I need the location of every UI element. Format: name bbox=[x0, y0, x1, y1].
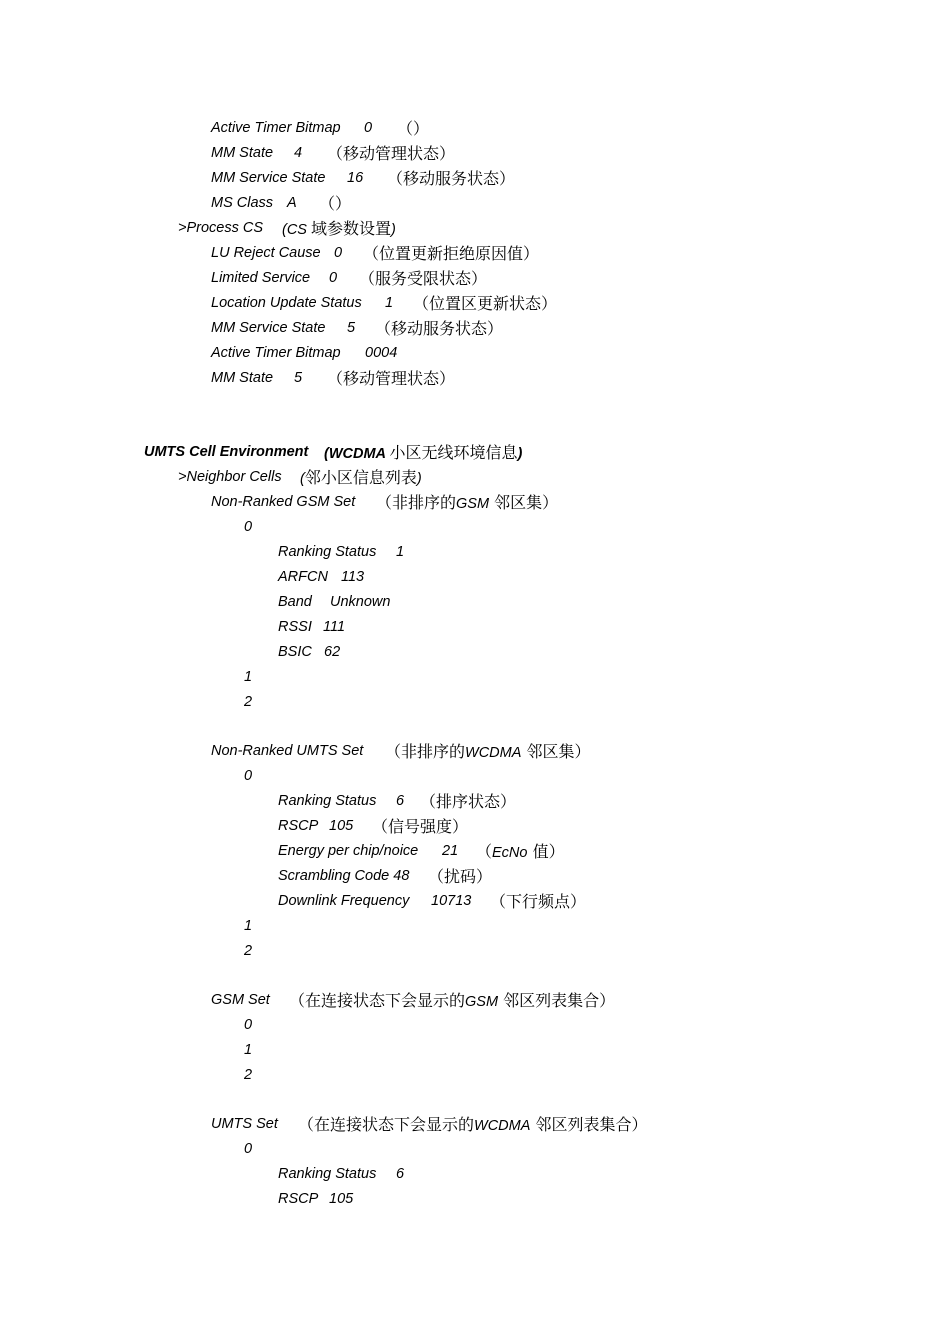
field-note: （位置区更新状态） bbox=[413, 294, 558, 313]
field-note: （扰码） bbox=[428, 867, 493, 886]
location-update-status-row bbox=[211, 291, 558, 316]
field-note: （移动服务状态） bbox=[375, 319, 504, 338]
section-label: >Process CS bbox=[178, 220, 264, 236]
arfcn-row bbox=[278, 565, 365, 590]
field-value: 105 bbox=[329, 1191, 354, 1207]
field-value: 62 bbox=[324, 644, 341, 660]
list-index: 0 bbox=[244, 1141, 253, 1157]
field-label: MS Class bbox=[211, 195, 274, 211]
field-label: Ranking Status bbox=[278, 793, 377, 809]
field-label: RSSI bbox=[278, 619, 312, 635]
field-label: RSCP bbox=[278, 1191, 319, 1207]
section-note: 域参数设置 bbox=[311, 219, 392, 238]
field-value: 10713 bbox=[431, 893, 472, 909]
field-value: 0 bbox=[329, 270, 338, 286]
field-value: 1 bbox=[396, 544, 405, 560]
field-note: （移动管理状态） bbox=[327, 144, 456, 163]
ecno-row bbox=[278, 839, 565, 864]
field-value: 0 bbox=[364, 120, 373, 136]
list-index: 1 bbox=[244, 669, 253, 685]
field-label: Band bbox=[278, 594, 312, 610]
field-value: 6 bbox=[396, 793, 405, 809]
set-note-tech: GSM bbox=[456, 496, 490, 512]
field-label: Ranking Status bbox=[278, 1166, 377, 1182]
limited-service-row bbox=[211, 266, 488, 291]
non-ranked-umts-set-heading bbox=[211, 739, 591, 764]
umts-set-heading bbox=[211, 1112, 648, 1137]
field-note: （移动服务状态） bbox=[387, 169, 516, 188]
field-label: ARFCN bbox=[278, 569, 328, 585]
mm-service-state-row-2 bbox=[211, 316, 504, 341]
section-note-open: ( bbox=[300, 471, 305, 487]
set-label: Non-Ranked GSM Set bbox=[211, 494, 356, 510]
field-note: （ bbox=[476, 842, 493, 861]
field-note-tail: 值） bbox=[527, 842, 565, 861]
set-label: UMTS Set bbox=[211, 1116, 278, 1132]
field-label: Downlink Frequency bbox=[278, 893, 410, 909]
field-label: Active Timer Bitmap bbox=[211, 345, 341, 361]
bsic-row bbox=[278, 640, 341, 665]
set-note-tech: GSM bbox=[465, 994, 499, 1010]
list-index: 1 bbox=[244, 918, 253, 934]
set-note: （非排序的 bbox=[376, 493, 457, 512]
section-note-close: ) bbox=[391, 222, 396, 238]
mm-active-timer-bitmap-row bbox=[211, 116, 430, 141]
section-note-open: (WCDMA bbox=[324, 446, 390, 462]
section-note: 邻小区信息列表 bbox=[304, 468, 417, 487]
field-value: Unknown bbox=[330, 594, 391, 610]
rscp-row bbox=[278, 814, 469, 839]
field-note: （信号强度） bbox=[372, 817, 469, 836]
downlink-frequency-row bbox=[278, 889, 587, 914]
section-label: >Neighbor Cells bbox=[178, 469, 282, 485]
field-label: MM State bbox=[211, 370, 274, 386]
list-index: 2 bbox=[244, 1067, 253, 1083]
set-note-tail: 邻区列表集合） bbox=[498, 991, 616, 1010]
field-value: 0 bbox=[334, 245, 343, 261]
section-note: 小区无线环境信息 bbox=[389, 443, 518, 462]
set-note-tech: WCDMA bbox=[465, 745, 522, 761]
field-value: 4 bbox=[294, 145, 303, 161]
set-note-tech: WCDMA bbox=[474, 1118, 531, 1134]
field-value: 1 bbox=[385, 295, 394, 311]
field-note: （服务受限状态） bbox=[359, 269, 488, 288]
field-value: 16 bbox=[347, 170, 364, 186]
field-note-term: EcNo bbox=[492, 845, 528, 861]
field-note: （移动管理状态） bbox=[327, 369, 456, 388]
field-value: A bbox=[287, 195, 297, 211]
set-note-tail: 邻区集） bbox=[521, 742, 591, 761]
set-note: （在连接状态下会显示的 bbox=[298, 1115, 475, 1134]
field-note: （） bbox=[319, 194, 352, 213]
field-value: 6 bbox=[396, 1166, 405, 1182]
neighbor-cells-heading bbox=[178, 465, 422, 490]
field-note: （位置更新拒绝原因值） bbox=[363, 244, 540, 263]
field-label: LU Reject Cause bbox=[211, 245, 321, 261]
rssi-row bbox=[278, 615, 346, 640]
list-index: 1 bbox=[244, 1042, 253, 1058]
list-index: 2 bbox=[244, 694, 253, 710]
field-value: 21 bbox=[442, 843, 459, 859]
field-value: 105 bbox=[329, 818, 354, 834]
field-value: 113 bbox=[341, 569, 365, 585]
gsm-set-heading bbox=[211, 988, 616, 1013]
field-label: Ranking Status bbox=[278, 544, 377, 560]
field-value: 111 bbox=[323, 619, 346, 635]
section-note-close: ) bbox=[416, 471, 422, 487]
rscp-row bbox=[278, 1187, 354, 1212]
section-label: UMTS Cell Environment bbox=[144, 444, 309, 460]
field-label: Energy per chip/noice bbox=[278, 843, 419, 859]
list-index: 0 bbox=[244, 1017, 253, 1033]
umts-cell-environment-heading bbox=[144, 440, 523, 465]
field-note: （下行频点） bbox=[490, 892, 587, 911]
field-label: Location Update Status bbox=[211, 295, 362, 311]
field-label: MM State bbox=[211, 145, 274, 161]
field-note: （排序状态） bbox=[420, 792, 517, 811]
set-note-tail: 邻区列表集合） bbox=[530, 1115, 648, 1134]
set-label: GSM Set bbox=[211, 992, 270, 1008]
field-value: 5 bbox=[294, 370, 303, 386]
lu-reject-cause-row bbox=[211, 241, 540, 266]
ranking-status-row bbox=[278, 1162, 405, 1187]
process-cs-heading bbox=[178, 216, 396, 241]
set-label: Non-Ranked UMTS Set bbox=[211, 743, 364, 759]
ranking-status-row bbox=[278, 540, 405, 565]
field-label: MM Service State bbox=[211, 170, 326, 186]
field-value: 0004 bbox=[365, 345, 398, 361]
active-timer-bitmap-row-2 bbox=[211, 341, 398, 366]
field-note: （） bbox=[397, 119, 430, 138]
mm-service-state-row bbox=[211, 166, 516, 191]
scrambling-code-row bbox=[278, 864, 493, 889]
set-note-tail: 邻区集） bbox=[489, 493, 559, 512]
list-index: 0 bbox=[244, 768, 253, 784]
field-label: Scrambling Code 48 bbox=[278, 868, 410, 884]
field-label: MM Service State bbox=[211, 320, 326, 336]
mm-state-row-2 bbox=[211, 366, 456, 391]
field-label: BSIC bbox=[278, 644, 312, 660]
section-note-close: ) bbox=[517, 446, 523, 462]
field-value: 5 bbox=[347, 320, 356, 336]
mm-state-row bbox=[211, 141, 456, 166]
field-label: Active Timer Bitmap bbox=[211, 120, 341, 136]
list-index: 0 bbox=[244, 519, 253, 535]
ms-class-row bbox=[211, 191, 352, 216]
field-label: Limited Service bbox=[211, 270, 311, 286]
field-label: RSCP bbox=[278, 818, 319, 834]
band-row bbox=[278, 590, 391, 615]
ranking-status-row bbox=[278, 789, 517, 814]
set-note: （非排序的 bbox=[385, 742, 466, 761]
list-index: 2 bbox=[244, 943, 253, 959]
non-ranked-gsm-set-heading bbox=[211, 490, 559, 515]
set-note: （在连接状态下会显示的 bbox=[289, 991, 466, 1010]
section-note-open: (CS bbox=[282, 222, 311, 238]
